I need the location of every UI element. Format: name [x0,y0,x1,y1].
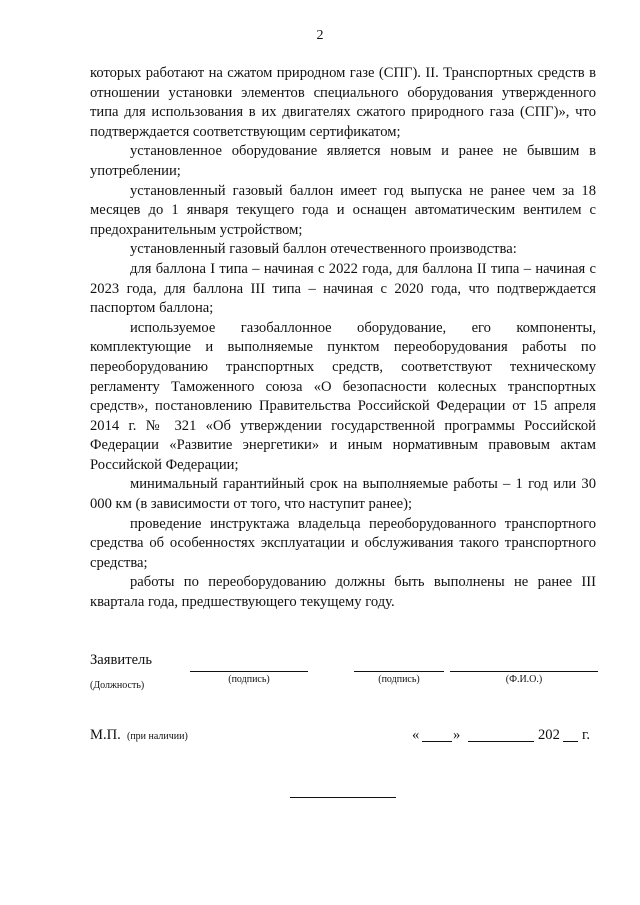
signature-caption-1: (подпись) [228,674,270,685]
year-prefix: 202 [538,727,560,743]
date-day-line[interactable] [422,741,452,742]
year-suffix: г. [582,727,590,743]
signature-caption-2: (подпись) [378,674,420,685]
paragraph: минимальный гарантийный срок на выполняемые работы – 1 год или 30 000 км (в зависимости от того, что наступит ранее); [90,476,596,513]
date-open-quote: « [412,727,420,743]
paragraph: установленное оборудование является новым и ранее не бывшим в употреблении; [90,143,596,179]
paragraph: для баллона I типа – начиная с 2022 года, для баллона II типа – начиная с 2023 года, для баллона III типа – начиная с 2020 года, что подтверждается паспортом баллона; [90,260,596,317]
date-month-line[interactable] [468,741,534,742]
name-caption: (Ф.И.О.) [505,674,543,685]
page-number: 2 [316,28,324,43]
position-caption: (Должность) [90,680,145,691]
paragraph: установленный газовый баллон имеет год выпуска не ранее чем за 18 месяцев до 1 января текущего года и оснащен автоматическим вентилем с предохранительным устройством; [90,182,596,238]
date-year-line[interactable] [563,741,578,742]
signature-line-2[interactable] [354,671,444,672]
paragraph: используемое газобаллонное оборудование, его компоненты, комплектующие и выполняемые пунктом переоборудования работы по переоборудованию транспортных средств, соответствуют техническому регламенту Таможенного союза «О безопасности колесных транспортных средств», постановлению Правительства Российской Федерации от 15 апреля 2014 г. № 321 «Об утверждении государственной программы Российской Федерации «Развитие энергетики» и иным нормативным правовым актам Российской Федерации; [90,319,596,473]
date-close-quote: » [453,727,461,743]
name-line[interactable] [450,671,598,672]
document-end-divider [290,797,396,798]
paragraph: установленный газовый баллон отечественного производства: [130,241,517,258]
paragraph: которых работают на сжатом природном газе (СПГ). II. Транспортных средств в отношении установки элементов специального оборудования утвержденного типа для использования в их двигателях сжатого природного газа (СПГ)», что подтверждается соответствующим сертификатом; [90,65,596,140]
applicant-label: Заявитель [90,652,152,668]
stamp-label: М.П. [90,727,121,743]
paragraph: проведение инструктажа владельца переоборудованного транспортного средства об особенностях эксплуатации и обслуживания такого транспортного средства; [90,515,596,571]
paragraph: работы по переоборудованию должны быть выполнены не ранее III квартала года, предшествующего текущему году. [90,574,596,611]
document-body [90,64,596,613]
stamp-note: (при наличии) [127,731,188,742]
signature-line-1[interactable] [190,671,308,672]
